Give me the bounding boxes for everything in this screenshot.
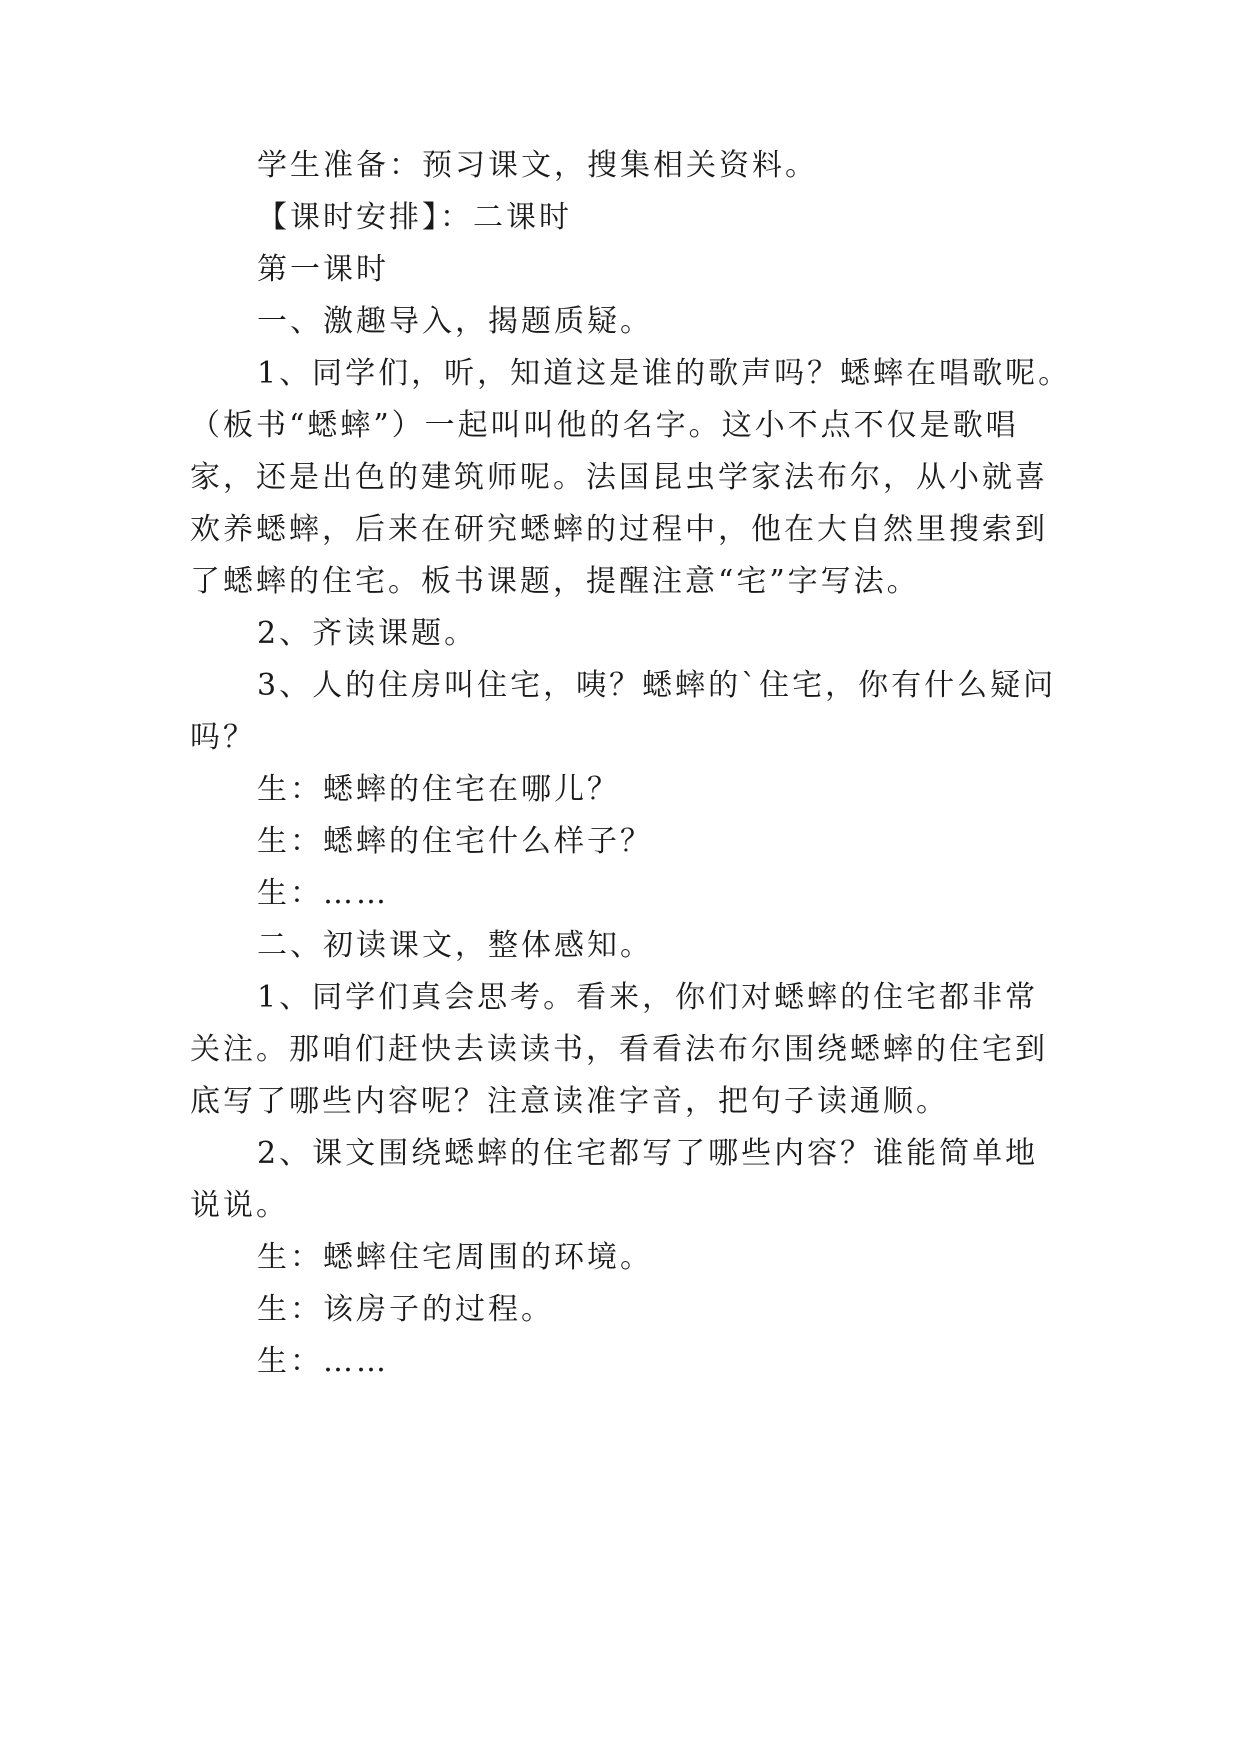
paragraph-5-line-1: 2、课文围绕蟋蟀的住宅都写了哪些内容？谁能简单地 (257, 1136, 1039, 1171)
paragraph-2: 2、齐读课题。 (257, 616, 478, 651)
paragraph-1-line-3: 家，还是出色的建筑师呢。法国昆虫学家法布尔，从小就喜 (190, 460, 1048, 495)
student-answer-6: 生：…… (257, 1344, 389, 1379)
student-answer-2: 生：蟋蟀的住宅什么样子？ (257, 824, 653, 859)
paragraph-4-line-2: 关注。那咱们赶快去读读书，看看法布尔围绕蟋蟀的住宅到 (190, 1032, 1048, 1067)
paragraph-1-line-4: 欢养蟋蟀，后来在研究蟋蟀的过程中，他在大自然里搜索到 (190, 512, 1048, 547)
student-answer-3: 生：…… (257, 876, 389, 911)
paragraph-5-line-2: 说说。 (190, 1188, 289, 1223)
paragraph-3-line-2: 吗？ (190, 720, 256, 755)
heading-first-lesson: 第一课时 (257, 252, 389, 287)
student-answer-5: 生：该房子的过程。 (257, 1292, 554, 1327)
paragraph-1-line-1: 1、同学们，听，知道这是谁的歌声吗？蟋蟀在唱歌呢。 (257, 356, 1072, 391)
paragraph-schedule: 【课时安排】：二课时 (257, 200, 572, 235)
paragraph-3-line-1: 3、人的住房叫住宅，咦？蟋蟀的`住宅，你有什么疑问 (257, 668, 1057, 703)
paragraph-4-line-3: 底写了哪些内容呢？注意读准字音，把句子读通顺。 (190, 1084, 949, 1119)
paragraph-4-line-1: 1、同学们真会思考。看来，你们对蟋蟀的住宅都非常 (257, 980, 1039, 1015)
paragraph-1-line-5: 了蟋蟀的住宅。板书课题，提醒注意“宅”字写法。 (190, 564, 920, 599)
student-answer-4: 生：蟋蟀住宅周围的环境。 (257, 1240, 653, 1275)
heading-section-one: 一、激趣导入，揭题质疑。 (257, 304, 653, 339)
student-answer-1: 生：蟋蟀的住宅在哪儿？ (257, 772, 620, 807)
paragraph-student-prep: 学生准备：预习课文，搜集相关资料。 (257, 148, 818, 183)
paragraph-1-line-2: （板书“蟋蟀”）一起叫叫他的名字。这小不点不仅是歌唱 (190, 408, 1019, 443)
heading-section-two: 二、初读课文，整体感知。 (257, 928, 653, 963)
